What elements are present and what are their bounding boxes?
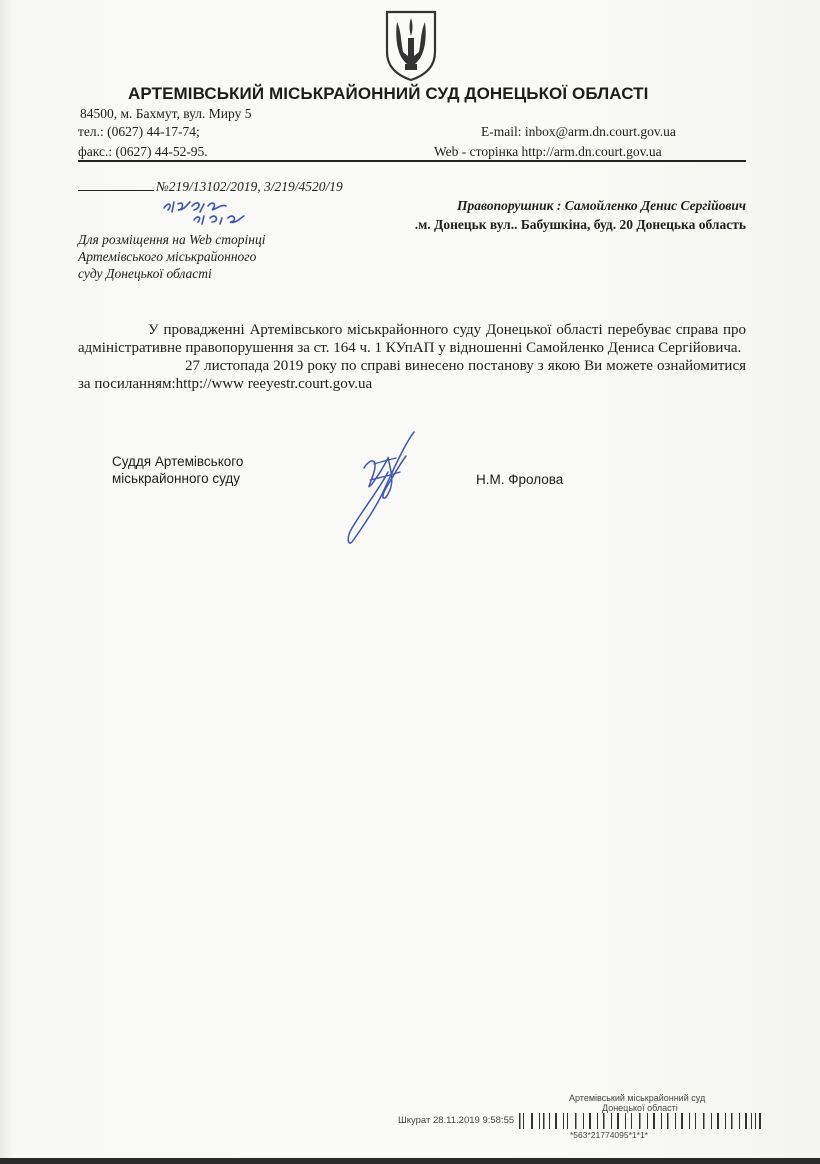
- handwritten-date-mark: [160, 196, 270, 226]
- barcode: [519, 1113, 763, 1129]
- trident-coat-of-arms-icon: [383, 8, 439, 82]
- web-note-line: суду Донецької області: [78, 266, 212, 281]
- signer-title: [112, 453, 243, 487]
- stamp-court-name: Артемівський міськрайонний суд: [569, 1093, 706, 1103]
- reference-number: [78, 179, 343, 195]
- addressee-name: Правопорушник : Самойленко Денис Сергійович: [456, 198, 746, 213]
- web-placement-note: [78, 231, 338, 282]
- web-note-line: Артемівського міськрайонного: [78, 249, 257, 264]
- addressee-block: [415, 196, 746, 234]
- court-fax: факс.: (0627) 44-52-95.: [78, 144, 208, 159]
- scan-bottom-edge: [0, 1158, 820, 1164]
- court-address: 84500, м. Бахмут, вул. Миру 5: [80, 106, 252, 121]
- body-paragraph: У провадженні Артемівського міськрайонного суду Донецької області перебуває справа про адміністративне правопорушення за ст. 164 ч. 1 КУпАП у відношенні Самойленко Дениса Сергійовича.: [78, 322, 746, 356]
- addressee-address: .м. Донецьк вул.. Бабушкіна, буд. 20 Донецька область: [414, 217, 746, 232]
- signer-title-line: міськрайонного суду: [112, 471, 241, 486]
- header-divider: [78, 160, 746, 162]
- court-email: E-mail: inbox@arm.dn.court.gov.ua: [481, 124, 676, 139]
- body-paragraph: 27 листопада 2019 року по справі винесено постанову з якою Ви можете ознайомитися за посиланням:http://www reeyestr.court.gov.ua: [78, 358, 746, 392]
- court-web: Web - сторінка http://arm.dn.court.gov.ua: [434, 144, 662, 159]
- reference-blank: [78, 190, 154, 191]
- reference-text: №219/13102/2019, 3/219/4520/19: [156, 179, 343, 194]
- handwritten-signature: [344, 428, 424, 548]
- judge-name: Н.М. Фролова: [476, 472, 564, 487]
- signer-title-line: Суддя Артемівського: [112, 454, 244, 469]
- stamp-region: Донецької області: [602, 1103, 678, 1113]
- court-name: АРТЕМІВСЬКИЙ МІСЬКРАЙОННИЙ СУД ДОНЕЦЬКОЇ ОБЛАСТІ: [128, 84, 649, 103]
- stamp-clerk-time: Шкурат 28.11.2019 9:58:55: [398, 1115, 515, 1126]
- web-note-line: Для розміщення на Web сторінці: [78, 232, 266, 247]
- court-phone: тел.: (0627) 44-17-74;: [78, 124, 200, 139]
- letter-body: [78, 321, 746, 393]
- stamp-code: *563*21774095*1*1*: [570, 1130, 648, 1140]
